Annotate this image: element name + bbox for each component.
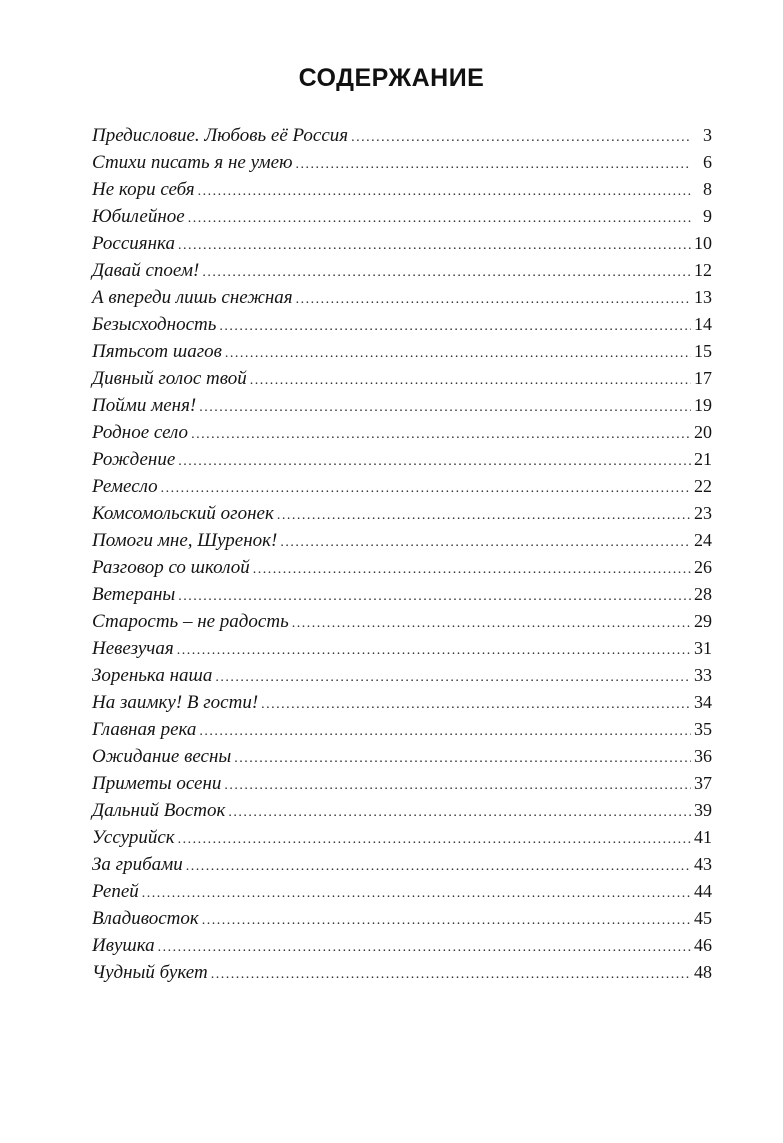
toc-entry-title: Безысходность bbox=[92, 314, 217, 335]
toc-entry bbox=[92, 959, 712, 986]
dot-leader bbox=[178, 826, 691, 853]
toc-entry-title: Главная река bbox=[92, 719, 197, 740]
toc-entry-title: Уссурийск bbox=[92, 827, 175, 848]
toc-entry-title: Родное село bbox=[92, 422, 189, 443]
toc-entry bbox=[92, 365, 712, 392]
toc-entry-title: Рождение bbox=[92, 449, 176, 470]
toc-entry bbox=[92, 851, 712, 878]
toc-entry-page-number: 19 bbox=[694, 395, 712, 415]
toc-entry bbox=[92, 581, 712, 608]
toc-entry-title: Пойми меня! bbox=[92, 395, 197, 416]
dot-leader bbox=[199, 394, 691, 421]
toc-entry-page-number: 24 bbox=[694, 530, 712, 550]
toc-entry-title: Стихи писать я не умею bbox=[92, 152, 293, 173]
toc-entry-page-number: 43 bbox=[694, 854, 712, 874]
toc-entry bbox=[92, 230, 712, 257]
toc-entry bbox=[92, 689, 712, 716]
dot-leader bbox=[234, 745, 691, 772]
dot-leader bbox=[296, 286, 691, 313]
toc-entry bbox=[92, 635, 712, 662]
toc-entry bbox=[92, 743, 712, 770]
dot-leader bbox=[280, 529, 691, 556]
toc-entry-title: Приметы осени bbox=[92, 773, 222, 794]
dot-leader bbox=[142, 880, 691, 907]
toc-entry-title: Невезучая bbox=[92, 638, 174, 659]
toc-entry-page-number: 35 bbox=[694, 719, 712, 739]
toc-entry-title: Не кори себя bbox=[92, 179, 195, 200]
toc-entry bbox=[92, 500, 712, 527]
toc-entry-page-number: 3 bbox=[703, 125, 712, 145]
toc-entry-page-number: 31 bbox=[694, 638, 712, 658]
toc-entry-page-number: 17 bbox=[694, 368, 712, 388]
toc-entry bbox=[92, 473, 712, 500]
dot-leader bbox=[261, 691, 691, 718]
toc-entry-page-number: 28 bbox=[694, 584, 712, 604]
toc-entry bbox=[92, 770, 712, 797]
toc-entry-page-number: 44 bbox=[694, 881, 712, 901]
toc-entry-page-number: 13 bbox=[694, 287, 712, 307]
dot-leader bbox=[292, 610, 691, 637]
toc-entry bbox=[92, 149, 712, 176]
toc-entry-title: Россиянка bbox=[92, 233, 175, 254]
dot-leader bbox=[161, 475, 691, 502]
dot-leader bbox=[178, 448, 691, 475]
dot-leader bbox=[228, 799, 691, 826]
toc-entry-title: Помоги мне, Шуренок! bbox=[92, 530, 278, 551]
toc-entry bbox=[92, 284, 712, 311]
toc-entry-page-number: 21 bbox=[694, 449, 712, 469]
toc-entry bbox=[92, 257, 712, 284]
toc-entry-title: Пятьсот шагов bbox=[92, 341, 222, 362]
toc-entry-page-number: 46 bbox=[694, 935, 712, 955]
toc-entry-page-number: 36 bbox=[694, 746, 712, 766]
toc-entry bbox=[92, 527, 712, 554]
toc-entry-page-number: 9 bbox=[703, 206, 712, 226]
toc-entry-title: Ивушка bbox=[92, 935, 155, 956]
toc-entry-page-number: 23 bbox=[694, 503, 712, 523]
toc-entry bbox=[92, 446, 712, 473]
dot-leader bbox=[215, 664, 691, 691]
toc-entry-title: Предисловие. Любовь её Россия bbox=[92, 125, 349, 146]
toc-entry-page-number: 34 bbox=[694, 692, 712, 712]
dot-leader bbox=[202, 907, 691, 934]
dot-leader bbox=[178, 583, 691, 610]
toc-entry-page-number: 8 bbox=[703, 179, 712, 199]
dot-leader bbox=[351, 124, 691, 151]
toc-entry bbox=[92, 608, 712, 635]
toc-entry bbox=[92, 716, 712, 743]
dot-leader bbox=[178, 232, 691, 259]
toc-entry bbox=[92, 797, 712, 824]
dot-leader bbox=[191, 421, 691, 448]
toc-entry-page-number: 29 bbox=[694, 611, 712, 631]
toc-entry bbox=[92, 662, 712, 689]
toc-entry bbox=[92, 122, 712, 149]
dot-leader bbox=[253, 556, 691, 583]
toc-entry-title: Комсомольский огонек bbox=[92, 503, 274, 524]
toc-entry-title: Ремесло bbox=[92, 476, 158, 497]
toc-entry bbox=[92, 905, 712, 932]
dot-leader bbox=[219, 313, 691, 340]
toc-entry-page-number: 6 bbox=[703, 152, 712, 172]
toc-entry-title: Чудный букет bbox=[92, 962, 208, 983]
toc-entry-title: На заимку! В гости! bbox=[92, 692, 259, 713]
dot-leader bbox=[158, 934, 691, 961]
toc-entry-page-number: 20 bbox=[694, 422, 712, 442]
toc-entry-page-number: 26 bbox=[694, 557, 712, 577]
toc-entry-title: Зоренька наша bbox=[92, 665, 213, 686]
toc-entry-title: Старость – не радость bbox=[92, 611, 289, 632]
dot-leader bbox=[250, 367, 691, 394]
toc-entry bbox=[92, 392, 712, 419]
dot-leader bbox=[186, 853, 691, 880]
dot-leader bbox=[211, 961, 691, 988]
toc-entry-page-number: 22 bbox=[694, 476, 712, 496]
toc-entry bbox=[92, 878, 712, 905]
dot-leader bbox=[277, 502, 691, 529]
dot-leader bbox=[202, 259, 691, 286]
toc-entry-title: Дальний Восток bbox=[92, 800, 226, 821]
toc-entry bbox=[92, 554, 712, 581]
dot-leader bbox=[224, 772, 691, 799]
toc-entry-page-number: 48 bbox=[694, 962, 712, 982]
toc-entry-title: Разговор со школой bbox=[92, 557, 250, 578]
table-of-contents bbox=[92, 122, 712, 986]
toc-entry-title: Дивный голос твой bbox=[92, 368, 247, 389]
dot-leader bbox=[199, 718, 691, 745]
toc-entry-page-number: 37 bbox=[694, 773, 712, 793]
toc-entry bbox=[92, 419, 712, 446]
toc-entry-page-number: 39 bbox=[694, 800, 712, 820]
dot-leader bbox=[296, 151, 691, 178]
toc-entry bbox=[92, 824, 712, 851]
dot-leader bbox=[188, 205, 691, 232]
toc-entry-title: Ветераны bbox=[92, 584, 176, 605]
toc-entry bbox=[92, 203, 712, 230]
toc-entry bbox=[92, 176, 712, 203]
toc-entry-title: Репей bbox=[92, 881, 139, 902]
toc-entry-page-number: 41 bbox=[694, 827, 712, 847]
toc-entry bbox=[92, 311, 712, 338]
toc-entry-title: Ожидание весны bbox=[92, 746, 232, 767]
toc-entry-page-number: 10 bbox=[694, 233, 712, 253]
dot-leader bbox=[198, 178, 691, 205]
toc-entry-page-number: 45 bbox=[694, 908, 712, 928]
toc-entry-title: Владивосток bbox=[92, 908, 199, 929]
page-title: СОДЕРЖАНИЕ bbox=[298, 64, 485, 92]
toc-entry-title: Юбилейное bbox=[92, 206, 185, 227]
dot-leader bbox=[225, 340, 691, 367]
dot-leader bbox=[177, 637, 691, 664]
toc-entry-page-number: 15 bbox=[694, 341, 712, 361]
toc-entry-title: Давай споем! bbox=[92, 260, 200, 281]
toc-entry bbox=[92, 932, 712, 959]
toc-entry-page-number: 14 bbox=[694, 314, 712, 334]
toc-entry bbox=[92, 338, 712, 365]
toc-entry-title: А впереди лишь снежная bbox=[92, 287, 293, 308]
toc-entry-page-number: 12 bbox=[694, 260, 712, 280]
toc-entry-title: За грибами bbox=[92, 854, 183, 875]
toc-entry-page-number: 33 bbox=[694, 665, 712, 685]
